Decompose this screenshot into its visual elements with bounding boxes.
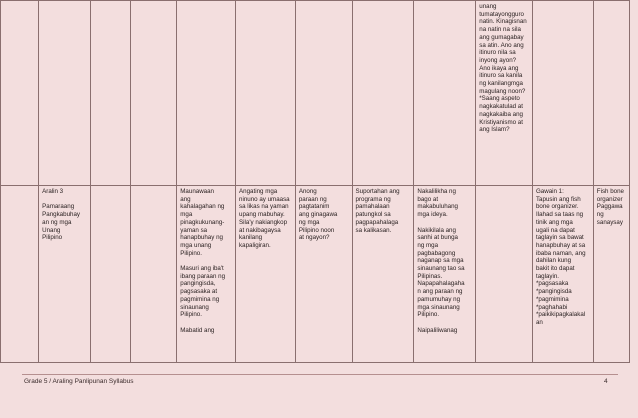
table-cell xyxy=(177,1,236,186)
table-cell xyxy=(593,1,629,186)
table-cell xyxy=(476,1,533,186)
table-cell xyxy=(90,186,130,363)
page-number: 4 xyxy=(604,378,608,385)
table-cell xyxy=(130,1,176,186)
table-cell xyxy=(476,186,533,363)
objectives-text: Maunawaan ang kahalagahan ng mga pinagkukunang- yaman sa hanapbuhay ng mga unang Pilipino. Masuri ang iba't ibang paraan ng pangingisda, pagsasaka at pagmimina ng sinaunang Pilipino. Mabatid ang xyxy=(180,188,226,334)
table-cell xyxy=(532,186,593,363)
table-cell xyxy=(1,186,39,363)
table-cell xyxy=(1,1,39,186)
question-text: Anong paraan ng pagtatanim ang ginagawa ng mga Pilipino noon at ngayon? xyxy=(298,188,338,242)
skills-text: Nakalilikha ng bago at makabuluhang mga ideya. Nakikilala ang sanhi at bunga ng mga pagbabagong naganap sa mga sinaunang tao sa Pilipinas. Napapahalagaha n ang paraan ng pamumuhay ng mga sinaunang Pilipino. Naipaliliwanag xyxy=(417,188,465,334)
assessment-text: Fish bone organizer Paggawang sanaysay xyxy=(596,188,624,226)
table-cell xyxy=(414,186,476,363)
table-row xyxy=(1,1,630,186)
footer-title: Grade 5 / Araling Panlipunan Syllabus xyxy=(24,378,134,385)
table-cell xyxy=(177,186,236,363)
table-cell xyxy=(295,1,352,186)
table-cell xyxy=(352,186,414,363)
lesson-title: Aralin 3 Pamaraang Pangkabuhay an ng mga Unang Pilipino xyxy=(42,188,80,242)
table-cell xyxy=(130,186,176,363)
footer-divider xyxy=(22,374,618,375)
table-cell xyxy=(352,1,414,186)
values-text: Suportahan ang programa ng pamahalaan patungkol sa pagpapahalaga sa kalikasan. xyxy=(355,188,400,234)
cell-text: unang tumatayongguro natin. Kinagisnan na natin na sila ang gumagabay sa atin. Ano ang itinuro nila sa inyong ayon? Ano ikaya ang itinuro sa kanila ng kanilangmga magulang noon? *Saang aspeto nagkakatulad at nagkakaiba ang Kristiyanismo at ang Islam? xyxy=(479,3,527,134)
understanding-text: Angating mga ninuno ay umaasa sa likas na yaman upang mabuhay. Sila'y nakiangkop at nakibagaysa kanilang kapaligiran. xyxy=(239,188,290,249)
table-cell xyxy=(90,1,130,186)
table-cell xyxy=(532,1,593,186)
table-cell xyxy=(295,186,352,363)
table-row xyxy=(1,186,630,363)
table-cell xyxy=(236,186,296,363)
table-cell xyxy=(236,1,296,186)
table-cell xyxy=(593,186,629,363)
table-cell xyxy=(39,1,91,186)
table-cell xyxy=(414,1,476,186)
table-cell xyxy=(39,186,91,363)
activity-text: Gawain 1: Tapusin ang fish bone organizer. Ilahad sa taas ng tinik ang mga ugali na dapat taglayin sa bawat hanapbuhay at sa ibaba naman, ang dahilan kung bakit ito dapat taglayin. *pagsasaka *pangingisda *pagmimina *paghahabi *paikikipagkalakal an xyxy=(535,188,586,326)
